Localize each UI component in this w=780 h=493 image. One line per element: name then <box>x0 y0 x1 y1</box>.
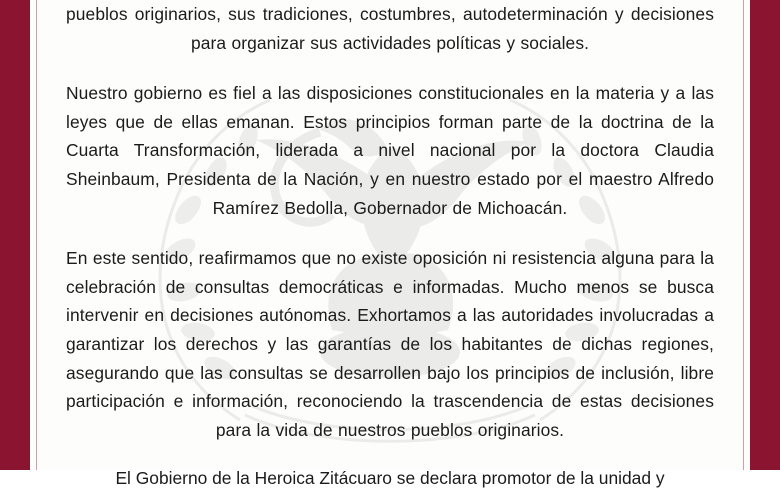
paragraph-2: Nuestro gobierno es fiel a las disposiciones constitucionales en la materia y a las leyes que de ellas emanan. Estos principios forman parte de la doctrina de la Cuarta Transformación, liderada a nivel nacional por la doctora Claudia Sheinbaum, Presidenta de la Nación, y en nuestro estado por el maestro Alfredo Ramírez Bedolla, Gobernador de Michoacán. <box>66 83 714 218</box>
paragraph-3: En este sentido, reafirmamos que no existe oposición ni resistencia alguna para la celebración de consultas democráticas e informadas. Mucho menos se busca intervenir en decisiones autónomas. Exhortamos a las autoridades involucradas a garantizar los derechos y las garantías de los habitantes de dichas regiones, asegurando que las consultas se desarrollen bajo los principios de inclusión, libre participación e información, reconociendo la trascendencia de estas decisiones para la vida de nuestros pueblos originarios. <box>66 248 714 440</box>
document-body <box>30 0 750 489</box>
paragraph-4-partial: El Gobierno de la Heroica Zitácuaro se declara promotor de la unidad y <box>115 468 665 489</box>
paragraph-1: pueblos originarios, sus tradiciones, costumbres, autodeterminación y decisiones para organizar sus actividades políticas y sociales. <box>66 4 714 53</box>
